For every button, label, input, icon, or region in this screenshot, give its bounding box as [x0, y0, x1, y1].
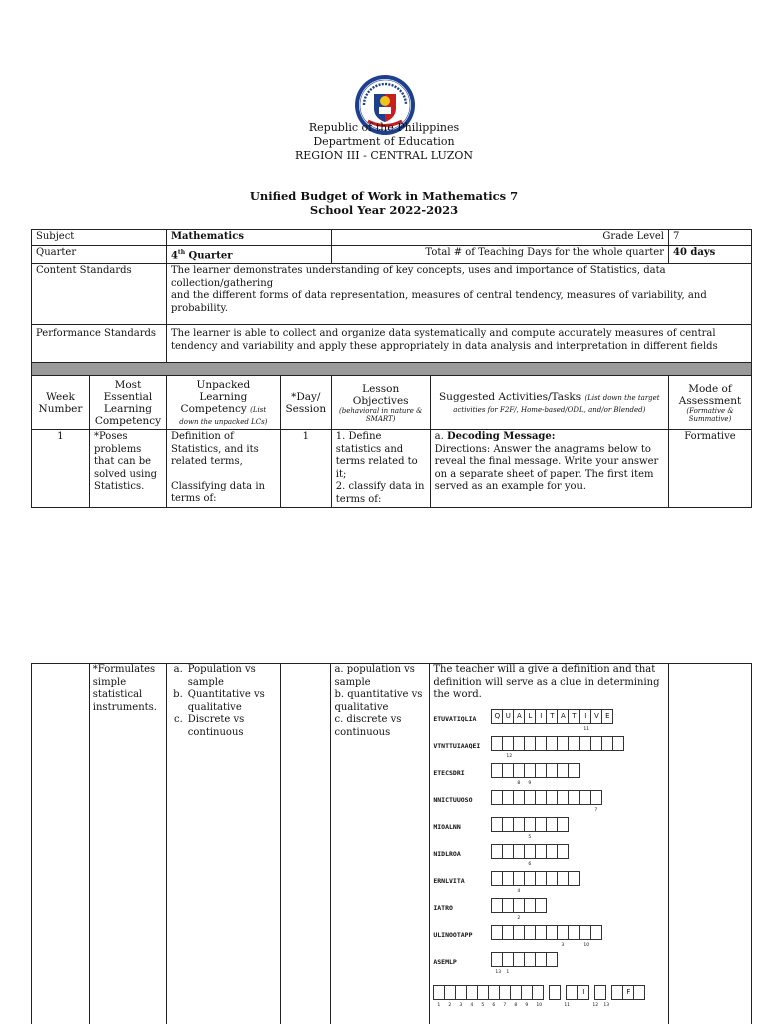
letter-index: 7	[594, 807, 598, 813]
scrambled-word: ETUVATIQLIA	[433, 714, 477, 723]
letter-box[interactable]	[590, 790, 602, 805]
anagram-row	[433, 790, 665, 813]
content-standards-label: Content Standards	[32, 264, 167, 325]
day-cell: 1	[280, 430, 331, 508]
scrambled-word: ERNLVITA	[433, 876, 465, 885]
scrambled-word: IATRO	[433, 903, 453, 912]
col-day: *Day/ Session	[280, 376, 331, 430]
mode-cell	[669, 664, 752, 1024]
letter-box[interactable]: A	[513, 709, 525, 724]
days-label: Total # of Teaching Days for the whole quarter	[331, 245, 668, 264]
answer-boxes[interactable]	[491, 952, 557, 975]
final-letter-index: 12	[592, 1002, 599, 1008]
column-header-row	[32, 376, 752, 430]
anagram-row	[433, 871, 665, 894]
separator-bar	[32, 363, 752, 376]
final-letter-box[interactable]	[594, 985, 606, 1000]
table-row	[32, 430, 752, 508]
quarter-row	[32, 245, 752, 264]
letter-index: 10	[583, 942, 590, 948]
letter-index: 6	[528, 861, 532, 867]
mode-cell: Formative	[668, 430, 751, 508]
col-mode: Mode of Assessment (Formative & Summative)	[668, 376, 751, 430]
col-objectives: Lesson Objectives (behavioral in nature & SMART)	[331, 376, 430, 430]
letterhead-department: Department of Education	[313, 135, 455, 148]
objectives-cell: 1. Define statistics and terms related to it; 2. classify data in terms of:	[331, 430, 430, 508]
final-message-boxes	[433, 985, 665, 1008]
quarter-value: 4th Quarter	[166, 245, 331, 264]
col-activities: Suggested Activities/Tasks (List down the target activities for F2F/, Home-based/ODL, and/or Blended)	[430, 376, 668, 430]
anagram-row	[433, 952, 665, 975]
title-line-1: Unified Budget of Work in Mathematics 7	[249, 189, 519, 203]
answer-boxes[interactable]	[491, 925, 601, 948]
days-value: 40 days	[668, 245, 751, 264]
anagram-row	[433, 817, 665, 840]
letter-index: 3	[561, 942, 565, 948]
budget-of-work-table	[31, 229, 752, 508]
final-letter-index: 10	[536, 1002, 543, 1008]
letter-box[interactable]: E	[601, 709, 613, 724]
answer-boxes[interactable]	[491, 898, 546, 921]
answer-boxes[interactable]	[491, 763, 579, 786]
final-letter-index: 2	[448, 1002, 452, 1008]
answer-boxes[interactable]	[491, 817, 568, 840]
grade-label: Grade Level	[331, 230, 668, 246]
scrambled-word: MIOALNN	[433, 822, 461, 831]
anagram-row	[433, 736, 665, 759]
letter-box[interactable]	[546, 952, 558, 967]
answer-boxes[interactable]	[491, 844, 568, 867]
answer-boxes[interactable]	[491, 790, 601, 813]
letter-index: 12	[506, 753, 513, 759]
letterhead-country: Republic of the Philippines	[308, 121, 460, 134]
title-line-2: School Year 2022-2023	[309, 203, 459, 217]
scrambled-word: NNICTUUOSO	[433, 795, 473, 804]
letterhead-region: REGION III - CENTRAL LUZON	[294, 149, 474, 162]
quarter-label: Quarter	[32, 245, 167, 264]
final-letter-index: 4	[470, 1002, 474, 1008]
content-standards-value: The learner demonstrates understanding of key concepts, uses and importance of Statistics, data collection/gathering and the different forms of data representation, measures of central tendency, measures of variability, and probability.	[166, 264, 751, 325]
letter-index: 5	[528, 834, 532, 840]
letter-box[interactable]	[557, 817, 569, 832]
letterhead	[0, 121, 768, 163]
final-letter-box[interactable]	[633, 985, 645, 1000]
final-letter-index: 5	[481, 1002, 485, 1008]
content-standards-row	[32, 264, 752, 325]
subject-row	[32, 230, 752, 246]
objectives-cell: a. population vs sample b. quantitative vs qualitative c. discrete vs continuous	[331, 664, 430, 1024]
scrambled-word: ETECSDRI	[433, 768, 465, 777]
letter-box[interactable]: I	[535, 709, 547, 724]
final-letter-box[interactable]: F	[622, 985, 634, 1000]
scrambled-word: VTNTTUIAAQEI	[433, 741, 481, 750]
scrambled-word: NIDLROA	[433, 849, 461, 858]
performance-standards-value: The learner is able to collect and organize data systematically and compute accurately measures of central tendency and variability and apply these appropriately in data analysis and interpretation in different fields	[166, 325, 751, 363]
letter-box[interactable]	[557, 844, 569, 859]
scrambled-word: ULINOOTAPP	[433, 930, 473, 939]
col-melc: Most Essential Learning Competency	[89, 376, 166, 430]
letter-box[interactable]: I	[579, 709, 591, 724]
letter-box[interactable]: V	[590, 709, 602, 724]
letter-index: 13	[495, 969, 502, 975]
list-item: c. Discrete vs continuous	[173, 714, 245, 738]
document-title	[0, 189, 768, 217]
final-letter-index: 7	[503, 1002, 507, 1008]
letter-index: 2	[517, 915, 521, 921]
list-item: b. Quantitative vs qualitative	[173, 689, 265, 713]
final-letter-index: 1	[437, 1002, 441, 1008]
final-letter-index: 6	[492, 1002, 496, 1008]
final-letter-index: 8	[514, 1002, 518, 1008]
final-letter-index: 3	[459, 1002, 463, 1008]
subject-label: Subject	[32, 230, 167, 246]
week-cell	[32, 664, 90, 1024]
letter-box[interactable]: T	[568, 709, 580, 724]
unpacked-cell: Definition of Statistics, and its related terms, Classifying data in terms of:	[166, 430, 280, 508]
letter-index: 1	[506, 969, 510, 975]
letter-box[interactable]: Q	[491, 709, 503, 724]
letter-index: 11	[583, 726, 590, 732]
performance-standards-label: Performance Standards	[32, 325, 167, 363]
final-letter-index: 9	[525, 1002, 529, 1008]
letter-index: 4	[517, 888, 521, 894]
activities-cell: a. Decoding Message: Directions: Answer the anagrams below to reveal the final message. Write your answer on a separate sheet of paper. The first item served as an example for you.	[430, 430, 668, 508]
letter-box[interactable]: T	[546, 709, 558, 724]
answer-boxes[interactable]	[491, 709, 612, 732]
performance-standards-row	[32, 325, 752, 363]
anagram-row	[433, 844, 665, 867]
unpacked-cell	[166, 664, 280, 1024]
answer-boxes[interactable]	[491, 736, 623, 759]
answer-boxes[interactable]	[491, 871, 579, 894]
letter-box[interactable]: L	[524, 709, 536, 724]
final-letter-index: 13	[603, 1002, 610, 1008]
final-letter-box[interactable]	[532, 985, 544, 1000]
col-week: Week Number	[32, 376, 90, 430]
table-row	[32, 664, 752, 1024]
anagram-row	[433, 925, 665, 948]
grade-value: 7	[668, 230, 751, 246]
letter-box[interactable]	[535, 898, 547, 913]
anagram-list	[433, 709, 665, 975]
anagram-row	[433, 709, 665, 732]
col-unpacked: Unpacked Learning Competency (List down the unpacked LCs)	[166, 376, 280, 430]
melc-cell: *Poses problems that can be solved using Statistics.	[89, 430, 166, 508]
final-letter-index: 11	[564, 1002, 571, 1008]
letter-box[interactable]	[612, 736, 624, 751]
activities-cell: The teacher will a give a definition and that definition will serve as a clue in determining the word. ETUVATIQLIA Q U A L I T A T I V E 11 VTNTTUIAAQEI 12 ETECSDRI 8 9 NNICTUUOSO 7 MIOALNN 5 NIDLROA 6 ERNLVITA 4 IATRO 2 ULINOOTAPP 3 10 ASEMLP 13 1 I F 1 2 3 4 5 6 7 8 9 10 11 12 13	[430, 664, 669, 1024]
melc-cell: *Formulates simple statistical instruments.	[89, 664, 166, 1024]
final-letter-box[interactable]: I	[577, 985, 589, 1000]
anagram-row	[433, 763, 665, 786]
letter-index: 9	[528, 780, 532, 786]
budget-of-work-table-continued	[31, 663, 752, 1024]
letter-index: 8	[517, 780, 521, 786]
scrambled-word: ASEMLP	[433, 957, 457, 966]
final-letter-box[interactable]	[549, 985, 561, 1000]
anagram-row	[433, 898, 665, 921]
list-item: a. Population vs sample	[173, 664, 256, 688]
unpacked-list	[170, 664, 277, 739]
subject-value: Mathematics	[166, 230, 331, 246]
letter-box[interactable]	[568, 763, 580, 778]
letter-box[interactable]	[590, 925, 602, 940]
letter-box[interactable]: U	[502, 709, 514, 724]
day-cell	[280, 664, 331, 1024]
week-cell: 1	[32, 430, 90, 508]
letter-box[interactable]	[568, 871, 580, 886]
letter-box[interactable]: A	[557, 709, 569, 724]
